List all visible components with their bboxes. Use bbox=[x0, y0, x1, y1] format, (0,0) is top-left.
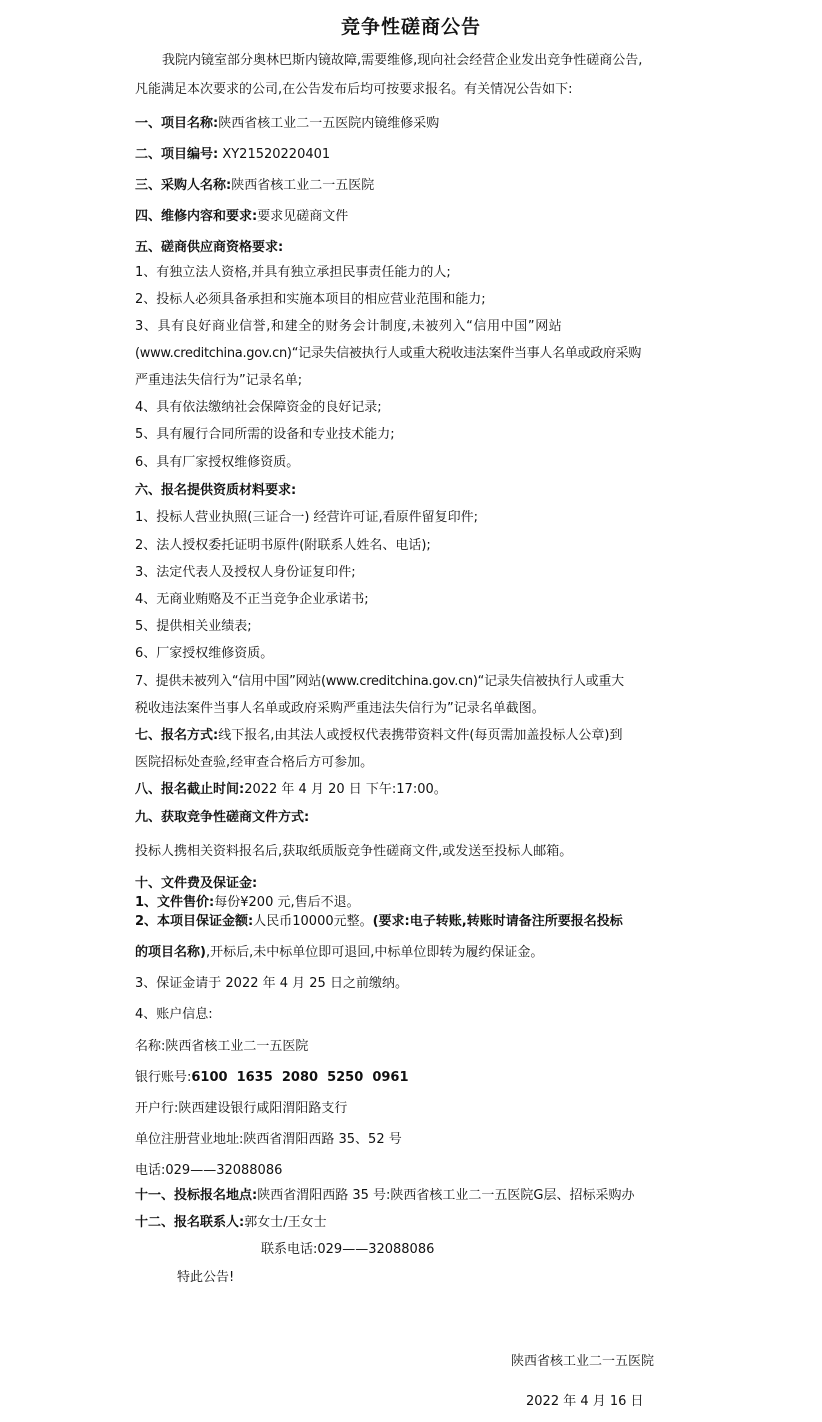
qualification-item: 严重违法失信行为”记录名单; bbox=[135, 373, 303, 388]
materials-item: 税收违法案件当事人名单或政府采购严重违法失信行为”记录名单截图。 bbox=[135, 701, 545, 716]
account-address: 单位注册营业地址:陕西省渭阳西路 35、52 号 bbox=[135, 1132, 402, 1147]
section-repair-content bbox=[135, 208, 695, 226]
section-obtain-docs-heading: 九、获取竞争性磋商文件方式: bbox=[135, 810, 310, 825]
materials-item: 2、法人授权委托证明书原件(附联系人姓名、电话); bbox=[135, 538, 431, 553]
qualification-item: 3、具有良好商业信誉,和建全的财务会计制度,未被列入“信用中国”网站 bbox=[135, 319, 563, 334]
obtain-docs-body: 投标人携相关资料报名后,获取纸质版竞争性磋商文件,或发送至投标人邮箱。 bbox=[135, 844, 573, 859]
deposit-value: 人民币10000元整。 bbox=[253, 914, 373, 929]
section-fees-heading: 十、文件费及保证金: bbox=[135, 876, 258, 891]
fee-item-deposit-line-2 bbox=[135, 944, 695, 962]
intro-line-1: 我院内镜室部分奥林巴斯内镜故障,需要维修,现向社会经营企业发出竞争性磋商公告, bbox=[162, 53, 643, 68]
section-label: 三、采购人名称: bbox=[135, 178, 232, 193]
account-number-value: 6100 1635 2080 5250 0961 bbox=[191, 1070, 409, 1085]
section-contact bbox=[135, 1214, 695, 1232]
section-project-number bbox=[135, 146, 695, 164]
qualification-item: 5、具有履行合同所需的设备和专业技术能力; bbox=[135, 427, 395, 442]
section-label: 十一、投标报名地点: bbox=[135, 1188, 258, 1203]
section-project-name bbox=[135, 115, 695, 133]
section-qualification-heading: 五、磋商供应商资格要求: bbox=[135, 240, 284, 255]
registration-method-line-2: 医院招标处查验,经审查合格后方可参加。 bbox=[135, 755, 374, 770]
contact-phone: 联系电话:029——32088086 bbox=[261, 1242, 435, 1257]
closing-text: 特此公告! bbox=[177, 1270, 235, 1285]
materials-item: 5、提供相关业绩表; bbox=[135, 619, 252, 634]
section-label: 八、报名截止时间: bbox=[135, 782, 245, 797]
section-purchaser bbox=[135, 177, 695, 195]
section-label: 一、项目名称: bbox=[135, 116, 219, 131]
section-registration-location bbox=[135, 1187, 690, 1205]
account-bank: 开户行:陕西建设银行咸阳渭阳路支行 bbox=[135, 1101, 348, 1116]
section-label: 十二、报名联系人: bbox=[135, 1215, 245, 1230]
signature-date: 2022 年 4 月 16 日 bbox=[526, 1394, 644, 1409]
repair-content-value: 要求见磋商文件 bbox=[257, 209, 349, 224]
account-phone: 电话:029——32088086 bbox=[135, 1163, 283, 1178]
registration-location-value: 陕西省渭阳西路 35 号:陕西省核工业二一五医院G层、招标采购办 bbox=[257, 1188, 635, 1203]
deposit-label: 2、本项目保证金额: bbox=[135, 914, 254, 929]
qualification-item: 6、具有厂家授权维修资质。 bbox=[135, 455, 300, 470]
account-number bbox=[135, 1069, 695, 1087]
account-number-label: 银行账号: bbox=[135, 1070, 192, 1085]
qualification-item: (www.creditchina.gov.cn)“记录失信被执行人或重大税收违法案件当事人名单或政府采购 bbox=[135, 346, 642, 361]
fee-item-price bbox=[135, 894, 695, 912]
deposit-requirement-cont: 的项目名称) bbox=[135, 945, 206, 960]
section-label: 四、维修内容和要求: bbox=[135, 209, 258, 224]
section-label: 七、报名方式: bbox=[135, 728, 219, 743]
project-number-value: XY21520220401 bbox=[218, 147, 331, 162]
project-name-value: 陕西省核工业二一五医院内镜维修采购 bbox=[218, 116, 440, 131]
section-label: 二、项目编号: bbox=[135, 147, 219, 162]
fee-item-deposit bbox=[135, 913, 695, 931]
qualification-item: 1、有独立法人资格,并具有独立承担民事责任能力的人; bbox=[135, 265, 451, 280]
materials-item: 4、无商业贿赂及不正当竞争企业承诺书; bbox=[135, 592, 369, 607]
account-name: 名称:陕西省核工业二一五医院 bbox=[135, 1039, 309, 1054]
section-registration-method bbox=[135, 727, 695, 745]
fee-item-account: 4、账户信息: bbox=[135, 1007, 213, 1022]
fee-item-deadline: 3、保证金请于 2022 年 4 月 25 日之前缴纳。 bbox=[135, 976, 408, 991]
qualification-item: 4、具有依法缴纳社会保障资金的良好记录; bbox=[135, 400, 382, 415]
materials-item: 1、投标人营业执照(三证合一) 经营许可证,看原件留复印件; bbox=[135, 510, 479, 525]
section-deadline bbox=[135, 781, 695, 799]
signature-organization: 陕西省核工业二一五医院 bbox=[511, 1354, 655, 1369]
intro-line-2: 凡能满足本次要求的公司,在公告发布后均可按要求报名。有关情况公告如下: bbox=[135, 82, 573, 97]
registration-method-value: 线下报名,由其法人或授权代表携带资料文件(每页需加盖投标人公章)到 bbox=[218, 728, 623, 743]
materials-item: 3、法定代表人及授权人身份证复印件; bbox=[135, 565, 356, 580]
page-title: 竞争性磋商公告 bbox=[340, 16, 481, 38]
section-materials-heading: 六、报名提供资质材料要求: bbox=[135, 483, 297, 498]
materials-item: 6、厂家授权维修资质。 bbox=[135, 646, 274, 661]
materials-item: 7、提供未被列入“信用中国”网站(www.creditchina.gov.cn)“记录失信被执行人或重大 bbox=[135, 674, 624, 689]
deposit-tail: ,开标后,未中标单位即可退回,中标单位即转为履约保证金。 bbox=[205, 945, 544, 960]
fee-value: 每份¥200 元,售后不退。 bbox=[214, 895, 360, 910]
deadline-value: 2022 年 4 月 20 日 下午:17:00。 bbox=[244, 782, 447, 797]
deposit-requirement: (要求:电子转账,转账时请备注所要报名投标 bbox=[372, 914, 623, 929]
contact-value: 郭女士/王女士 bbox=[244, 1215, 327, 1230]
qualification-item: 2、投标人必须具备承担和实施本项目的相应营业范围和能力; bbox=[135, 292, 486, 307]
fee-label: 1、文件售价: bbox=[135, 895, 215, 910]
purchaser-value: 陕西省核工业二一五医院 bbox=[231, 178, 375, 193]
